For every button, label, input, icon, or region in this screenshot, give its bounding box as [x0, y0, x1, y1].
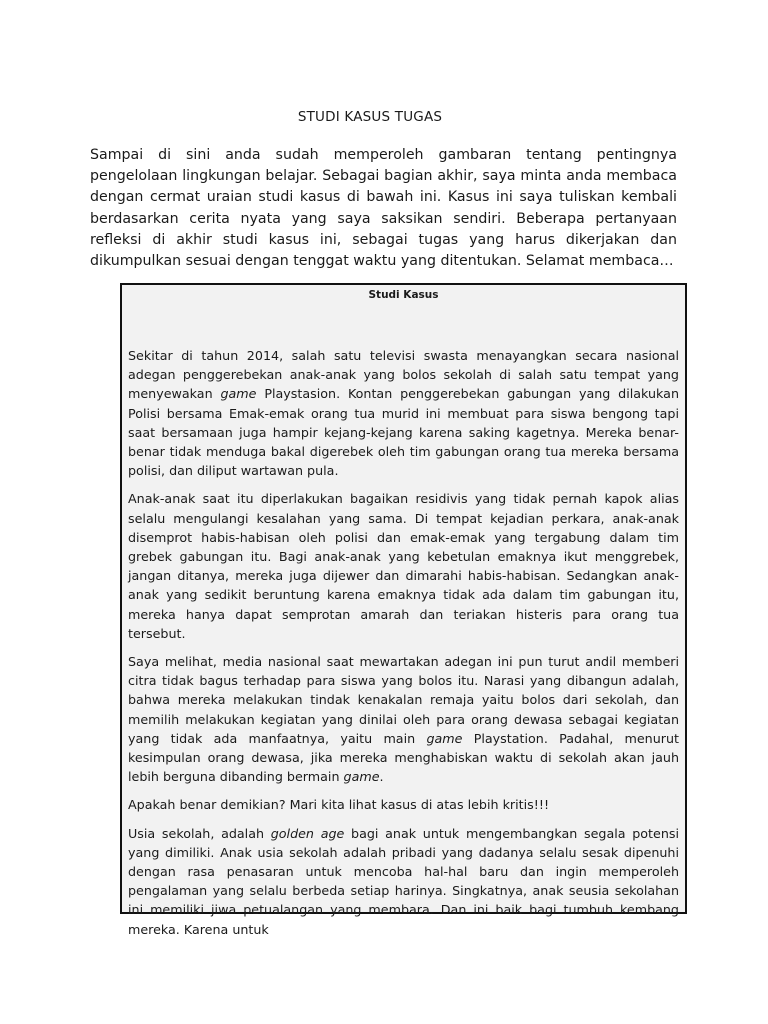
case-study-body [128, 346, 679, 939]
case-paragraph [128, 652, 679, 786]
paragraph-text: Anak-anak saat itu diperlakukan bagaikan residivis yang tidak pernah kapok alias selalu mengulangi kesalahan yang sama. Di tempat kejadian perkara, anak-anak disemprot habis-habisan oleh polisi dan emak-emak yang tergabung dalam tim grebek gabungan itu. Bagi anak-anak yang kebetulan emaknya ikut menggrebek, jangan ditanya, mereka juga dijewer dan dimarahi habis-habisan. Sedangkan anak-anak yang sedikit beruntung karena emaknya tidak ada dalam tim gabungan itu, mereka hanya dapat semprotan amarah dan teriakan histeris para orang tua tersebut. [128, 491, 679, 641]
paragraph-text: Sekitar di tahun 2014, salah satu televisi swasta menayangkan secara nasional adegan penggerebekan anak-anak yang bolos sekolah di salah satu tempat yang menyewakan [128, 348, 679, 402]
case-study-box [120, 283, 687, 937]
intro-text: Sampai di sini anda sudah memperoleh gambaran tentang pentingnya pengelolaan lingkungan belajar. Sebagai bagian akhir, saya minta anda membaca dengan cermat uraian studi kasus di bawah ini. Kasus ini saya tuliskan kembali berdasarkan cerita nyata yang saya saksikan sendiri. Beberapa pertanyaan refleksi di akhir studi kasus ini, sebagai tugas yang harus dikerjakan dan dikumpulkan sesuai dengan tenggat waktu yang ditentukan. Selamat membaca… [90, 147, 677, 270]
intro-paragraph [90, 145, 677, 272]
case-paragraph [128, 824, 679, 939]
document-title: STUDI KASUS TUGAS [297, 109, 443, 125]
paragraph-text: Saya melihat, media nasional saat mewartakan adegan ini pun turut andil memberi citra tidak bagus terhadap para siswa yang bolos itu. Narasi yang dibangun adalah, bahwa mereka melakukan tindak kenakalan remaja yaitu bolos dari sekolah, dan memilih melakukan kegiatan yang dinilai oleh para orang dewasa sebagai kegiatan yang tidak ada manfaatnya, yaitu main [128, 654, 679, 746]
case-study-heading: Studi Kasus [368, 289, 439, 301]
italic-term: game [426, 730, 463, 746]
paragraph-text: Usia sekolah, adalah [128, 825, 271, 841]
paragraph-text: . [379, 769, 384, 785]
paragraph-text: Apakah benar demikian? Mari kita lihat kasus di atas lebih kritis!!! [128, 797, 550, 813]
italic-term: golden age [270, 825, 345, 841]
case-paragraph [128, 489, 679, 643]
paragraph-text: bagi anak untuk mengembangkan segala potensi yang dimiliki. Anak usia sekolah adalah pribadi yang dadanya selalu sesak dipenuhi dengan rasa penasaran untuk mencoba hal-hal baru dan ingin memperoleh pengalaman yang selalu berbeda setiap harinya. Singkatnya, anak seusia sekolahan ini memiliki jiwa petualangan yang membara. Dan ini baik bagi tumbuh kembang mereka. Karena untuk [128, 825, 679, 937]
case-paragraph [128, 346, 679, 480]
case-paragraph [128, 795, 679, 814]
paragraph-text: Playstation. Padahal, menurut kesimpulan orang dewasa, jika mereka menghabiskan waktu di sekolah akan jauh lebih berguna dibanding bermain [128, 730, 679, 785]
paragraph-text: Playstasion. Kontan penggerebekan gabungan yang dilakukan Polisi bersama Emak-emak orang tua murid ini membuat para siswa bengong tapi saat bersamaan juga hampir kejang-kejang karena saking kagetnya. Mereka benar-benar tidak menduga bakal digerebek oleh tim gabungan orang tua mereka bersama polisi, dan diliput wartawan pula. [128, 386, 679, 479]
italic-term: game [220, 386, 257, 402]
italic-term: game [343, 769, 380, 785]
